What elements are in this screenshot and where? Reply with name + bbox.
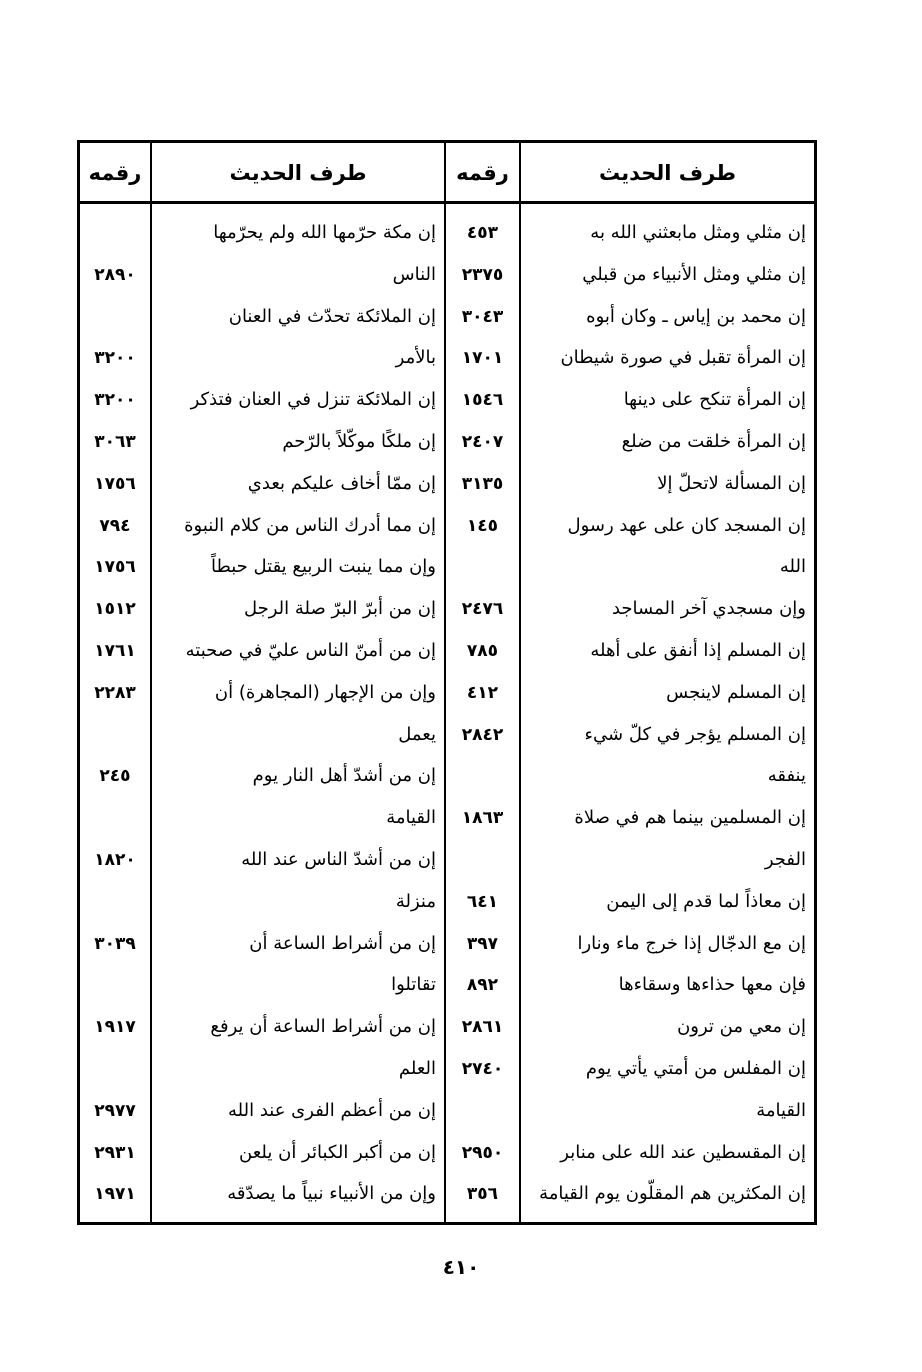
- hadith-number: ٤٥٣: [466, 223, 499, 243]
- hadith-number: ٣٥٦: [466, 1184, 499, 1205]
- hadith-number: ٤١٢: [466, 682, 499, 703]
- hadith-text: إن مع الدجّال إذا خرج ماء ونارا: [577, 932, 806, 954]
- hadith-text: ينفقه: [767, 765, 806, 787]
- hadith-number: ٣١٣٥: [461, 473, 504, 494]
- header-hadith-text-right: طرف الحديث: [598, 161, 736, 185]
- hadith-text: إن معي من ترون: [677, 1016, 806, 1038]
- hadith-number: ٢٧٤٠: [461, 1059, 504, 1079]
- hadith-number: ١٥٤٦: [461, 390, 504, 411]
- hadith-text: إن محمد بن إياس ـ وكان أبوه: [586, 305, 806, 327]
- hadith-index-table: [77, 140, 817, 1225]
- hadith-text: وإن مسجدي آخر المساجد: [611, 598, 806, 620]
- hadith-number: ٧٨٥: [466, 641, 499, 661]
- hadith-text: إن المسلم يؤجر في كلّ شيء: [584, 723, 806, 745]
- hadith-text: إن من أكبر الكبائر أن يلعن: [239, 1141, 436, 1163]
- hadith-number: ٢٣٧٥: [461, 264, 504, 285]
- hadith-text: إن من أعظم الفرى عند الله: [228, 1099, 436, 1121]
- hadith-text: العلم: [398, 1058, 436, 1079]
- hadith-number: ١٨٢٠: [94, 850, 136, 870]
- hadith-text: إن مثلي ومثل الأنبياء من قبلي: [582, 263, 806, 285]
- hadith-text: إن من أشراط الساعة أن يرفع: [210, 1016, 436, 1038]
- hadith-text: وإن من الإجهار (المجاهرة) أن: [214, 681, 436, 703]
- hadith-number: ٢٨٤٢: [461, 724, 504, 745]
- hadith-number: [80, 213, 150, 253]
- hadith-text: إن من أشراط الساعة أن: [249, 932, 436, 954]
- hadith-text: إن ممّا أخاف عليكم بعدي: [247, 472, 436, 494]
- hadith-text: إن من أشدّ الناس عند الله: [241, 849, 436, 870]
- hadith-text: إن مكة حرّمها الله ولم يحرّمها: [213, 222, 436, 243]
- hadith-text: الناس: [392, 263, 436, 285]
- hadith-text: إن ملكًا موكّلاً بالرّحم: [282, 431, 436, 452]
- hadith-text: وإن من الأنبياء نبياً ما يصدّقه: [227, 1183, 436, 1205]
- hadith-text: إن من أبرّ البرّ صلة الرجل: [243, 598, 436, 620]
- hadith-number: ٨٩٢: [466, 975, 499, 996]
- hadith-number: [446, 840, 519, 880]
- hadith-text: يعمل: [398, 723, 436, 745]
- hadith-number: ٣٢٠٠: [94, 390, 136, 411]
- hadith-text: إن مثلي ومثل مابعثني الله به: [590, 222, 806, 243]
- hadith-number: ٦٤١: [466, 891, 499, 912]
- hadith-number: ١٤٥: [466, 515, 499, 536]
- hadith-text: إن المسلمين بينما هم في صلاة: [574, 807, 806, 829]
- hadith-text: تقاتلوا: [391, 974, 436, 996]
- hadith-text: إن المسلم لاينجس: [666, 681, 806, 703]
- hadith-text: الله: [779, 556, 806, 578]
- hadith-number: [446, 1091, 519, 1131]
- hadith-text: إن مما أدرك الناس من كلام النبوة: [184, 514, 436, 536]
- hadith-number: ٣٠٣٩: [94, 933, 136, 954]
- hadith-number: ١٩٧١: [94, 1184, 136, 1205]
- header-hadith-text-left: طرف الحديث: [229, 161, 367, 185]
- hadith-number: ٣٠٤٣: [461, 306, 504, 327]
- hadith-text: فإن معها حذاءها وسقاءها: [618, 974, 806, 996]
- hadith-text: إن الملائكة تنزل في العنان فتذكر: [190, 389, 436, 411]
- hadith-number: ١٧٦١: [94, 641, 136, 661]
- hadith-number: [80, 798, 150, 838]
- hadith-number: ١٧٠١: [461, 348, 504, 369]
- hadith-text: القيامة: [386, 807, 436, 829]
- hadith-number: ١٨٦٣: [461, 808, 504, 829]
- hadith-text: منزلة: [395, 890, 436, 912]
- hadith-number: ٢٩٣١: [94, 1142, 136, 1163]
- hadith-number: ٢٤٥: [99, 766, 131, 787]
- hadith-number: [446, 756, 519, 796]
- hadith-number: [80, 297, 150, 337]
- hadith-number: [80, 1049, 150, 1089]
- hadith-text: إن المفلس من أمتي يأتي يوم: [585, 1058, 806, 1079]
- hadith-text: إن المسألة لاتحلّ إلا: [657, 472, 806, 494]
- hadith-number: ٢٤٧٦: [461, 599, 504, 620]
- hadith-number: ٢٨٩٠: [94, 264, 136, 285]
- hadith-number: [446, 547, 519, 587]
- hadith-text: وإن مما ينبت الربيع يقتل حبطاً: [210, 556, 436, 578]
- hadith-number: [80, 965, 150, 1005]
- hadith-text: إن من أشدّ أهل النار يوم: [252, 765, 436, 787]
- hadith-text: إن معاذاً لما قدم إلى اليمن: [606, 890, 806, 912]
- hadith-text: إن المرأة تنكح على دينها: [623, 389, 806, 411]
- hadith-text: إن المسجد كان على عهد رسول: [567, 514, 806, 536]
- column-divider-right-num: [519, 143, 521, 1222]
- header-number-left: رقمه: [88, 161, 142, 185]
- header-divider: [80, 201, 814, 204]
- hadith-number: ٢٤٠٧: [461, 432, 504, 452]
- hadith-number: [80, 715, 150, 755]
- hadith-number: ١٧٥٦: [94, 557, 136, 578]
- hadith-text: إن المقسطين عند الله على منابر: [560, 1141, 806, 1163]
- hadith-text: القيامة: [756, 1099, 806, 1121]
- hadith-text: إن من أمنّ الناس عليّ في صحبته: [185, 640, 436, 661]
- page-number: ٤١٠: [442, 1255, 480, 1279]
- hadith-text: إن المرأة خلقت من ضلع: [621, 431, 806, 452]
- hadith-number: ١٩١٧: [94, 1017, 136, 1038]
- hadith-number: [80, 882, 150, 922]
- hadith-number: ١٧٥٦: [94, 473, 136, 494]
- column-divider-left-num: [150, 143, 152, 1222]
- hadith-text: إن الملائكة تحدّث في العنان: [228, 305, 436, 327]
- hadith-number: ٢٩٥٠: [461, 1142, 504, 1163]
- hadith-number: ٣٢٠٠: [94, 348, 136, 369]
- hadith-number: ٣٩٧: [466, 933, 499, 954]
- hadith-number: ١٥١٢: [94, 599, 136, 620]
- hadith-number: ٢٢٨٣: [94, 682, 136, 703]
- hadith-number: ٢٨٦١: [461, 1017, 504, 1038]
- hadith-text: إن المكثرين هم المقلّون يوم القيامة: [539, 1183, 806, 1205]
- hadith-number: ٣٠٦٣: [94, 432, 136, 452]
- hadith-number: ٧٩٤: [99, 515, 131, 536]
- header-number-right: رقمه: [456, 161, 509, 185]
- hadith-number: ٢٩٧٧: [94, 1100, 136, 1121]
- hadith-text: الفجر: [764, 849, 806, 870]
- hadith-text: بالأمر: [395, 347, 436, 369]
- hadith-text: إن المرأة تقبل في صورة شيطان: [560, 347, 806, 369]
- hadith-text: إن المسلم إذا أنفق على أهله: [590, 640, 806, 661]
